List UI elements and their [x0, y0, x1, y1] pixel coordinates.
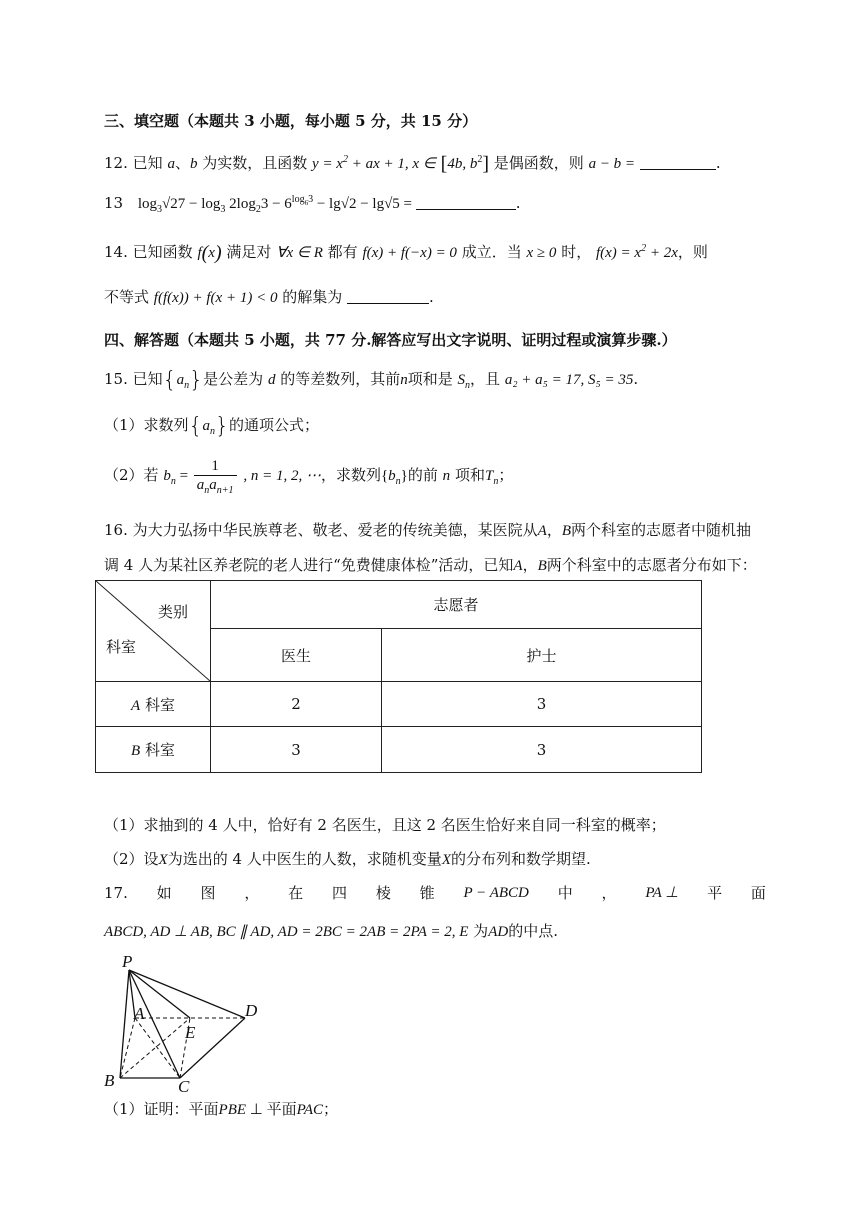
q12-text: 已知: [132, 154, 163, 172]
q12-function: $y = x^2$ + ax + 1, x ∈: [312, 154, 436, 172]
question-15: 15. 已知$\{a_n\}$是公差为 d 的等差数列，其前n项和是 $S_n$，且 a₂ + a₅ = 17, S₅ = 35.: [104, 368, 639, 393]
q15-part-1: （1）求数列$\{a_n\}$的通项公式；: [104, 414, 320, 439]
question-17-line-1: 17. 如 图 ， 在 四 棱 锥 P − ABCD 中 ， PA ⊥ 平 面: [104, 884, 766, 902]
cell-nurses: 3: [382, 727, 702, 773]
q12-text-3: 是偶函数，则: [493, 154, 584, 172]
row-label: B 科室: [96, 727, 211, 773]
diagonal-line: [96, 581, 210, 681]
question-13: 13 $\log_3√27 - \log_3 2\log_23 - 6^{log_63} - \lg√2 - \lg√5$ = .: [104, 194, 521, 215]
section-4-title: 四、解答题（本题共 5 小题，共 77 分.解答应写出文字说明、证明过程或演算步骤.）: [104, 331, 677, 349]
q14-answer-blank: [347, 289, 429, 304]
edge-PC: [129, 970, 180, 1078]
row-label: A 科室: [96, 682, 211, 727]
question-16-line-2: 调 4 人为某社区养老院的老人进行“免费健康体检”活动，已知A，B两个科室中的志愿者分布如下：: [104, 556, 757, 574]
pyramid-figure: [98, 950, 268, 1095]
label-P: P: [122, 952, 133, 971]
header-nurse: 护士: [382, 629, 702, 682]
q13-number: 13: [104, 194, 124, 212]
q14-inequality: f(f(x)) + f(x + 1) < 0: [153, 290, 278, 306]
volunteer-table: [95, 580, 702, 773]
q12-sep: 、: [174, 154, 190, 172]
cell-doctors: 3: [211, 727, 382, 773]
table-diagonal-header: [96, 581, 211, 682]
question-16-line-1: 16. 为大力弘扬中华民族尊老、敬老、爱老的传统美德，某医院从A，B两个科室的志愿者中随机抽: [104, 521, 752, 539]
q14-fx: f(x): [197, 242, 222, 264]
q12-expression: a − b =: [588, 156, 636, 172]
question-17-line-2: ABCD, AD ⊥ AB, BC ∥ AD, AD = 2BC = 2AB = 2PA = 2, E 为AD的中点.: [104, 922, 558, 940]
label-D: D: [245, 1001, 258, 1020]
header-category: 类别: [158, 603, 189, 621]
q12-var-b: b: [189, 156, 198, 172]
header-doctor: 医生: [211, 629, 382, 682]
q15-number: 15.: [104, 370, 128, 388]
q14-forall: ∀x ∈ R: [276, 245, 323, 261]
table-row: [96, 727, 702, 773]
q12-text-2: 为实数，且函数: [202, 154, 308, 172]
table-row: [96, 682, 702, 727]
q14-odd-condition: f(x) + f(−x) = 0: [362, 245, 457, 261]
q16-part-2: （2）设X为选出的 4 人中医生的人数，求随机变量X的分布列和数学期望.: [104, 850, 591, 868]
cell-doctors: 2: [211, 682, 382, 727]
q13-answer-blank: [416, 195, 516, 210]
label-A: A: [134, 1004, 145, 1023]
q12-interval: [4b, $b^2$]: [440, 153, 489, 175]
q15-conditions: a₂ + a₅ = 17, S₅ = 35: [504, 372, 634, 388]
q16-part-1: （1）求抽到的 4 人中，恰好有 2 名医生，且这 2 名医生恰好来自同一科室的概率；: [104, 816, 666, 834]
question-14-line-2: 不等式 f(f(x)) + f(x + 1) < 0 的解集为 .: [104, 288, 434, 306]
header-volunteers: 志愿者: [211, 581, 702, 629]
q14-definition: $f(x) = x^2 + 2x$: [595, 243, 678, 261]
label-E: E: [185, 1023, 196, 1042]
label-C: C: [178, 1077, 190, 1095]
label-B: B: [104, 1071, 115, 1090]
q12-number: 12.: [104, 154, 128, 172]
edge-AC: [135, 1018, 180, 1078]
q12-var-a: a: [167, 156, 175, 172]
q15-part-2: （2）若 $b_n$ = $\frac{1}{a_na_{n+1}}$ , n = 1, 2, ⋯，求数列$\{b_n\}$的前 n 项和$T_n$；: [104, 458, 514, 496]
header-department: 科室: [106, 638, 137, 656]
edge-BE: [120, 1018, 190, 1078]
q15-fraction: $\frac{1}{a_na_{n+1}}$: [194, 458, 237, 494]
edge-PD: [129, 970, 245, 1018]
question-12: 12. 已知 a、b 为实数，且函数 $y = x^2$ + ax + 1, x ∈ [4b, $b^2$] 是偶函数，则 a − b = .: [104, 153, 721, 175]
q12-answer-blank: [640, 155, 716, 170]
question-14-line-1: 14. 已知函数 f(x) 满足对 ∀x ∈ R 都有 f(x) + f(−x) = 0 成立．当 x ≥ 0 时， $f(x) = x^2 + 2x$，则: [104, 242, 708, 264]
cell-nurses: 3: [382, 682, 702, 727]
q17-part-1: （1）证明：平面PBE ⊥ 平面PAC；: [104, 1100, 339, 1118]
section-3-title: 三、填空题（本题共 3 小题，每小题 5 分，共 15 分）: [104, 112, 478, 130]
q13-expression: $\log_3√27 - \log_3 2\log_23 - 6^{log_63} - \lg√2 - \lg√5$ =: [137, 194, 413, 215]
q14-number: 14.: [104, 243, 128, 261]
